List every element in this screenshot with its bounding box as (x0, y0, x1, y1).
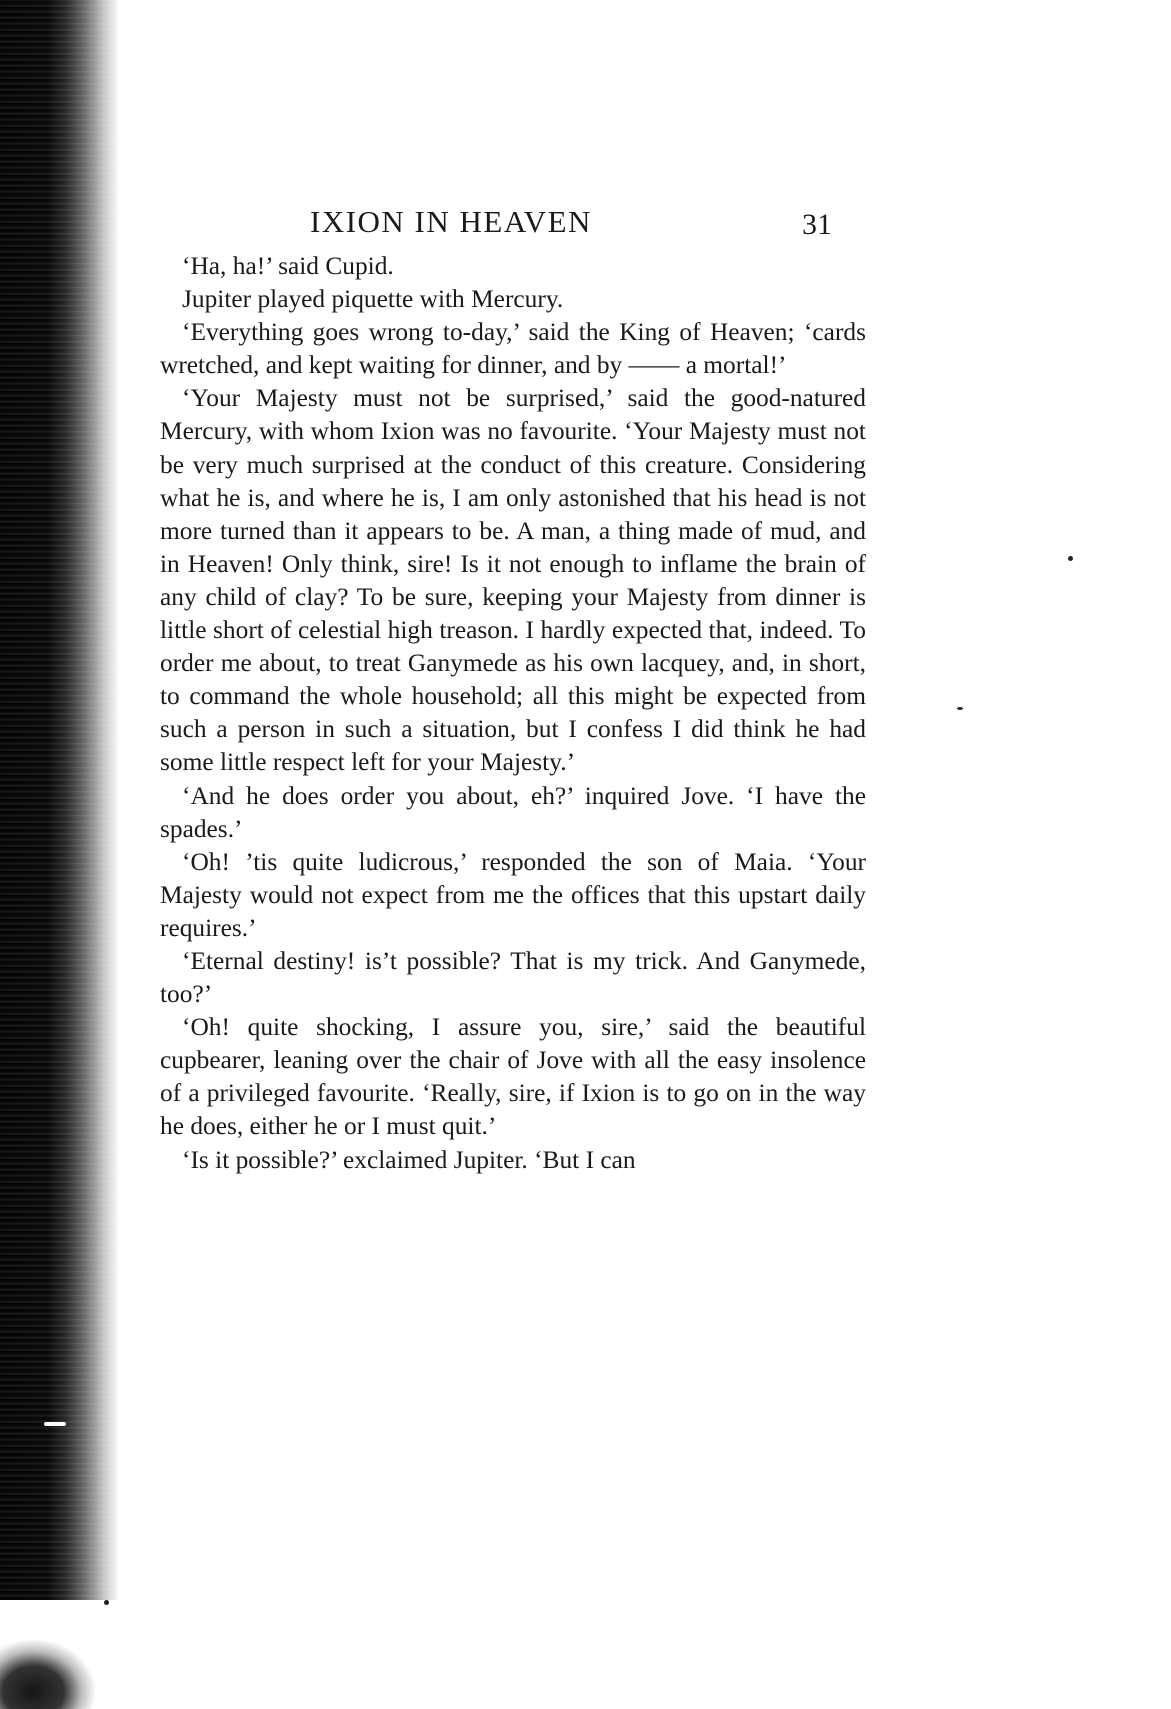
scan-speck (957, 707, 963, 710)
paragraph: ‘Your Majesty must not be surprised,’ said the good-natured Mercury, with whom Ixion was no favourite. ‘Your Majesty must not be very much surprised at the conduct of this creature. Considering what he is, and where he is, I am only astonished that his head is not more turned than it appears to be. A man, a thing made of mud, and in Heaven! Only think, sire! Is it not enough to inflame the brain of any child of clay? To be sure, keeping your Majesty from dinner is little short of celestial high treason. I hardly expected that, indeed. To order me about, to treat Ganymede as his own lacquey, and, in short, to command the whole household; all this might be expected from such a person in such a situation, but I confess I did think he had some little respect left for your Majesty.’ (160, 384, 866, 777)
scan-speck (1068, 556, 1073, 561)
scan-speck (104, 1600, 109, 1605)
running-head (160, 204, 860, 244)
paragraph: ‘Oh! quite shocking, I assure you, sire,’ said the beautiful cupbearer, leaning over the chair of Jove with all the easy insolence of a privileged favourite. ‘Really, sire, if Ixion is to go on in the way he does, either he or I must quit.’ (160, 1013, 866, 1141)
paragraph: ‘Ha, ha!’ said Cupid. (182, 252, 394, 280)
paragraph: ‘Is it possible?’ exclaimed Jupiter. ‘But I can (182, 1145, 636, 1174)
running-title: IXION IN HEAVEN (310, 204, 592, 239)
page-number: 31 (802, 208, 832, 241)
scan-speck (44, 1422, 66, 1426)
paragraph: ‘Everything goes wrong to-day,’ said the King of Heaven; ‘cards wretched, and kept waiting for dinner, and by —— a mortal!’ (160, 318, 866, 380)
paragraph: ‘Oh! ’tis quite ludicrous,’ responded the son of Maia. ‘Your Majesty would not expect from me the offices that this upstart daily requires.’ (160, 847, 866, 942)
paragraph: ‘Eternal destiny! is’t possible? That is my trick. And Ganymede, too?’ (160, 946, 866, 1009)
paragraph: ‘And he does order you about, eh?’ inquired Jove. ‘I have the spades.’ (160, 781, 866, 843)
paragraph: Jupiter played piquette with Mercury. (182, 285, 564, 314)
body-text (160, 250, 866, 1177)
scanned-binding-gutter (0, 0, 118, 1600)
scan-corner-smudge (0, 1640, 95, 1709)
